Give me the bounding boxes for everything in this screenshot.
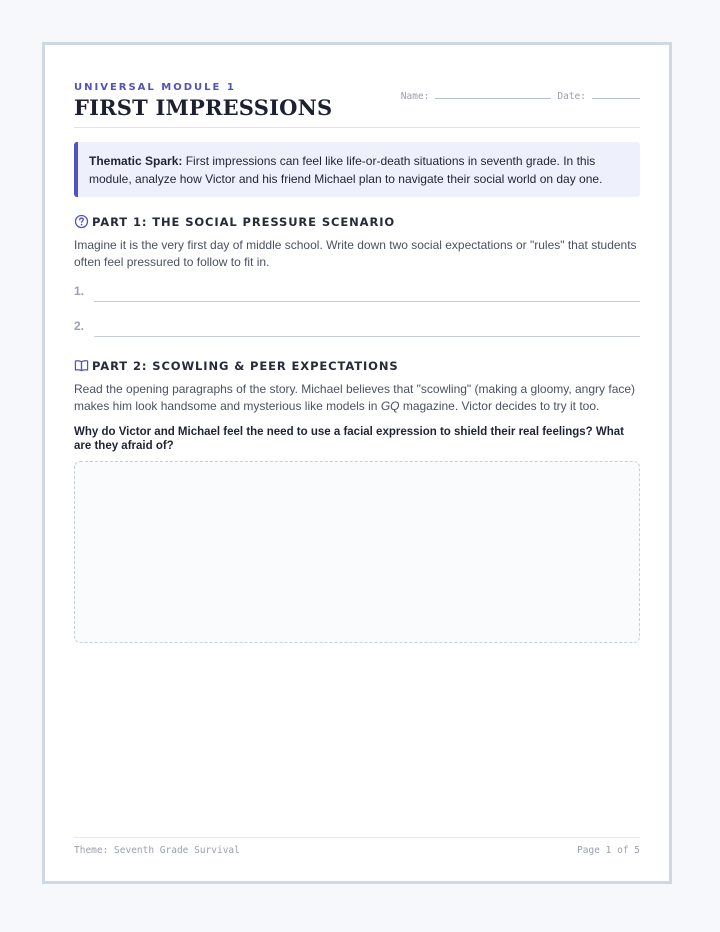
- date-label: Date:: [557, 91, 586, 102]
- footer-divider: [74, 837, 640, 838]
- answer-number: 2.: [74, 319, 85, 333]
- spark-text: First impressions can feel like life-or-death situations in seventh grade. In this module, analyze how Victor and his friend Michael plan to navigate their social world on day one.: [89, 154, 603, 186]
- part1-heading-text: PART 1: THE SOCIAL PRESSURE SCENARIO: [92, 214, 396, 229]
- worksheet-content: [74, 45, 640, 881]
- date-field[interactable]: [592, 97, 640, 99]
- footer-theme: Theme: Seventh Grade Survival: [74, 845, 240, 856]
- answer-line-1[interactable]: [74, 284, 640, 302]
- page-title: FIRST IMPRESSIONS: [74, 95, 333, 120]
- spark-label: Thematic Spark:: [89, 154, 183, 168]
- name-field[interactable]: [435, 97, 551, 99]
- part2-prompt: [74, 381, 640, 415]
- thematic-spark-callout: [74, 142, 640, 197]
- answer-rule: [94, 336, 640, 337]
- part2-question: Why do Victor and Michael feel the need to use a facial expression to shield their real feelings? What are they afraid of?: [74, 426, 625, 452]
- part2-prompt-text: Read the opening paragraphs of the story. Michael believes that "scowling" (making a gloomy, angry face) makes him look handsome and mysterious like models in: [74, 382, 636, 413]
- answer-rule: [94, 301, 640, 302]
- question-circle-icon: [74, 214, 89, 229]
- header-divider: [74, 127, 640, 128]
- page-number: Page 1 of 5: [577, 845, 640, 856]
- part2-prompt-end: magazine. Victor decides to try it too.: [399, 399, 600, 413]
- module-kicker: UNIVERSAL MODULE 1: [74, 82, 236, 93]
- magazine-title: GQ: [380, 399, 400, 413]
- answer-number: 1.: [74, 284, 85, 298]
- open-book-icon: [74, 358, 89, 373]
- part2-heading-text: PART 2: SCOWLING & PEER EXPECTATIONS: [92, 358, 399, 373]
- written-response-box[interactable]: [74, 461, 640, 643]
- part1-prompt: Imagine it is the very first day of middle school. Write down two social expectations or "rules" that students often feel pressured to follow to fit in.: [74, 238, 637, 269]
- part1-heading: [74, 214, 395, 229]
- name-label: Name:: [400, 91, 430, 102]
- part2-heading: [74, 358, 399, 373]
- answer-line-2[interactable]: [74, 319, 640, 337]
- name-date-fields: [401, 91, 640, 102]
- worksheet-page: [42, 42, 672, 884]
